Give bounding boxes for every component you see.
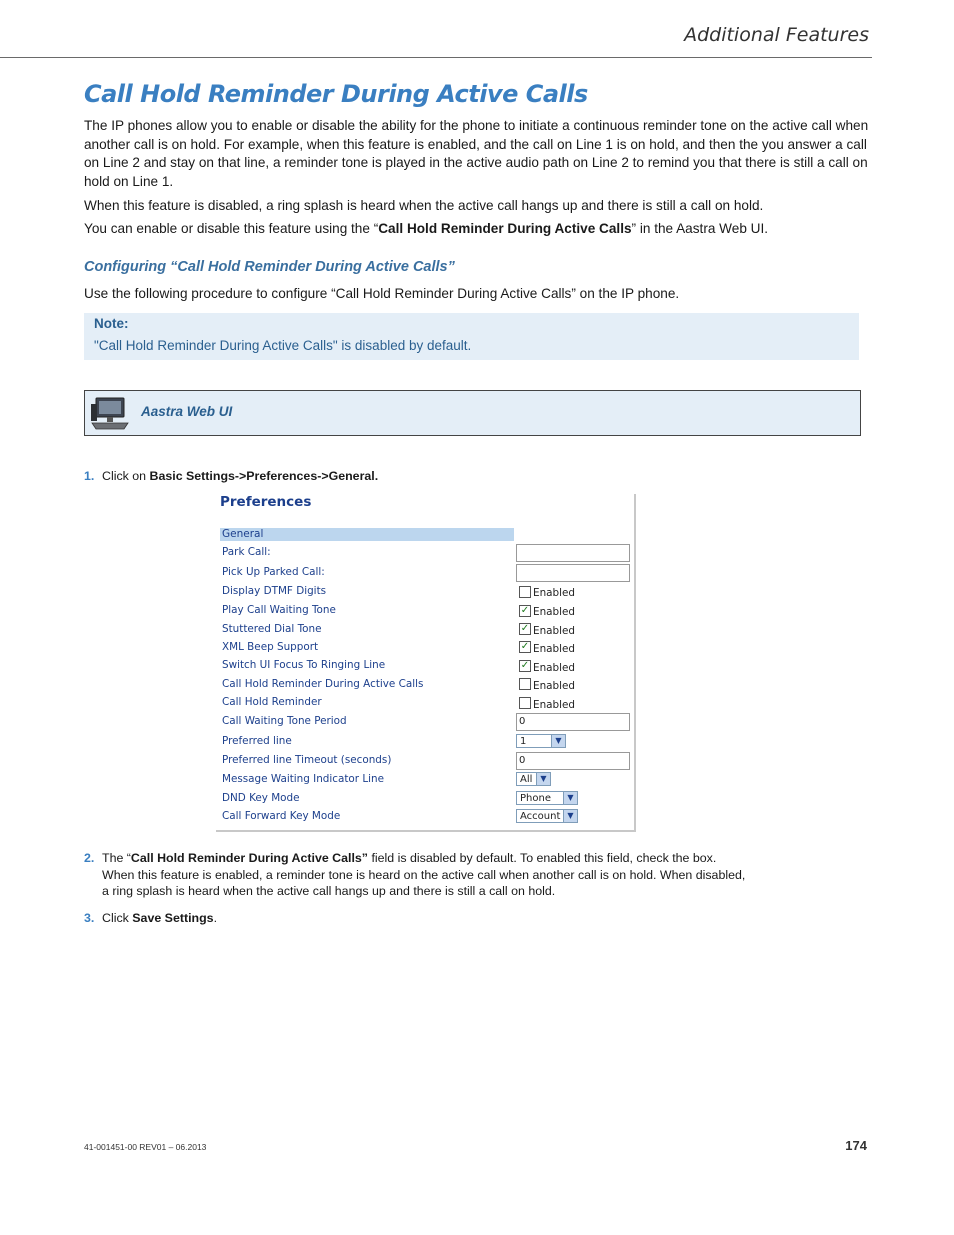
preferred-line-timeout-input[interactable]: 0 xyxy=(516,752,630,770)
preferences-title: Preferences xyxy=(220,494,312,510)
preferred-line-timeout-label: Preferred line Timeout (seconds) xyxy=(222,754,392,766)
note-box xyxy=(84,313,859,360)
display-dtmf-checkbox[interactable] xyxy=(519,586,531,598)
document-code: 41-001451-00 REV01 – 06.2013 xyxy=(84,1142,207,1152)
step-number: 2. xyxy=(84,851,95,865)
xml-beep-label: XML Beep Support xyxy=(222,641,319,653)
mwi-line-select[interactable]: All ▼ xyxy=(516,772,551,786)
call-hold-reminder-label: Call Hold Reminder xyxy=(222,696,322,708)
computer-icon xyxy=(90,395,130,431)
play-call-waiting-label: Play Call Waiting Tone xyxy=(222,604,336,616)
pick-up-parked-call-input[interactable] xyxy=(516,564,630,582)
xml-beep-option: Enabled xyxy=(533,643,575,655)
dnd-key-mode-label: DND Key Mode xyxy=(222,792,300,804)
dnd-key-mode-select[interactable]: Phone ▼ xyxy=(516,791,578,805)
step-text: The “Call Hold Reminder During Active Calls” field is disabled by default. To enabled this field, check the box. When this feature is enabled, a reminder tone is heard on the active call when another call is on hold. When disabled, a ring splash is heard when the active call hangs up and there is still a call on hold. xyxy=(102,851,746,898)
stuttered-dial-tone-checkbox[interactable]: ✓ xyxy=(520,623,530,634)
stuttered-dial-tone-label: Stuttered Dial Tone xyxy=(222,623,322,635)
paragraph-web-ui: You can enable or disable this feature using the “Call Hold Reminder During Active Calls” in the Aastra Web UI. xyxy=(84,221,769,236)
page-number: 174 xyxy=(845,1138,867,1153)
subheading: Configuring “Call Hold Reminder During Active Calls” xyxy=(84,259,455,275)
xml-beep-checkbox[interactable]: ✓ xyxy=(520,641,530,652)
web-ui-banner xyxy=(84,390,861,436)
call-hold-reminder-active-option: Enabled xyxy=(533,680,575,692)
paragraph-disabled: When this feature is disabled, a ring splash is heard when the active call hangs up and there is still a call on hold. xyxy=(84,198,764,213)
step-text: Click Save Settings. xyxy=(102,911,218,925)
chevron-down-icon: ▼ xyxy=(536,773,550,785)
chevron-down-icon: ▼ xyxy=(563,810,577,822)
call-forward-key-mode-label: Call Forward Key Mode xyxy=(222,810,341,822)
display-dtmf-option: Enabled xyxy=(533,587,575,599)
header-rule xyxy=(0,57,872,58)
mwi-line-label: Message Waiting Indicator Line xyxy=(222,773,385,785)
park-call-input[interactable] xyxy=(516,544,630,562)
stuttered-dial-tone-option: Enabled xyxy=(533,625,575,637)
call-hold-reminder-checkbox[interactable] xyxy=(519,697,531,709)
chevron-down-icon: ▼ xyxy=(563,792,577,804)
procedure-intro: Use the following procedure to configure “Call Hold Reminder During Active Calls” on the IP phone. xyxy=(84,286,680,301)
call-forward-key-mode-select[interactable]: Account ▼ xyxy=(516,809,578,823)
running-header: Additional Features xyxy=(684,24,869,46)
preferences-screenshot xyxy=(216,494,636,832)
note-text: "Call Hold Reminder During Active Calls" is disabled by default. xyxy=(94,338,472,353)
chevron-down-icon: ▼ xyxy=(551,735,565,747)
web-ui-label: Aastra Web UI xyxy=(141,404,233,419)
note-title: Note: xyxy=(94,316,129,331)
park-call-label: Park Call: xyxy=(222,546,271,558)
step-text: Click on Basic Settings->Preferences->General. xyxy=(102,469,379,483)
display-dtmf-label: Display DTMF Digits xyxy=(222,585,327,597)
section-heading: Call Hold Reminder During Active Calls xyxy=(84,80,588,108)
call-hold-reminder-option: Enabled xyxy=(533,699,575,711)
switch-ui-focus-option: Enabled xyxy=(533,662,575,674)
step-number: 3. xyxy=(84,911,95,925)
call-waiting-tone-period-input[interactable]: 0 xyxy=(516,713,630,731)
preferred-line-select[interactable]: 1 ▼ xyxy=(516,734,566,748)
paragraph-intro: The IP phones allow you to enable or disable the ability for the phone to initiate a continuous reminder tone on the active call when another call is on hold. For example, when this feature is enabled, and the call on Line 1 is on hold, and then the you answer a call on Line 2 and stay on that line, a reminder tone is played in the active audio path on Line 2 to remind you that there is still a call on hold on Line 1. xyxy=(84,118,869,189)
call-hold-reminder-active-label: Call Hold Reminder During Active Calls xyxy=(222,678,424,690)
play-call-waiting-checkbox[interactable]: ✓ xyxy=(520,605,530,616)
preferred-line-label: Preferred line xyxy=(222,735,292,747)
switch-ui-focus-label: Switch UI Focus To Ringing Line xyxy=(222,659,386,671)
play-call-waiting-option: Enabled xyxy=(533,606,575,618)
general-section-header: General xyxy=(220,528,514,541)
pick-up-parked-call-label: Pick Up Parked Call: xyxy=(222,566,325,578)
call-waiting-tone-period-label: Call Waiting Tone Period xyxy=(222,715,347,727)
call-hold-reminder-active-checkbox[interactable] xyxy=(519,678,531,690)
step-number: 1. xyxy=(84,469,95,483)
switch-ui-focus-checkbox[interactable]: ✓ xyxy=(520,660,530,671)
